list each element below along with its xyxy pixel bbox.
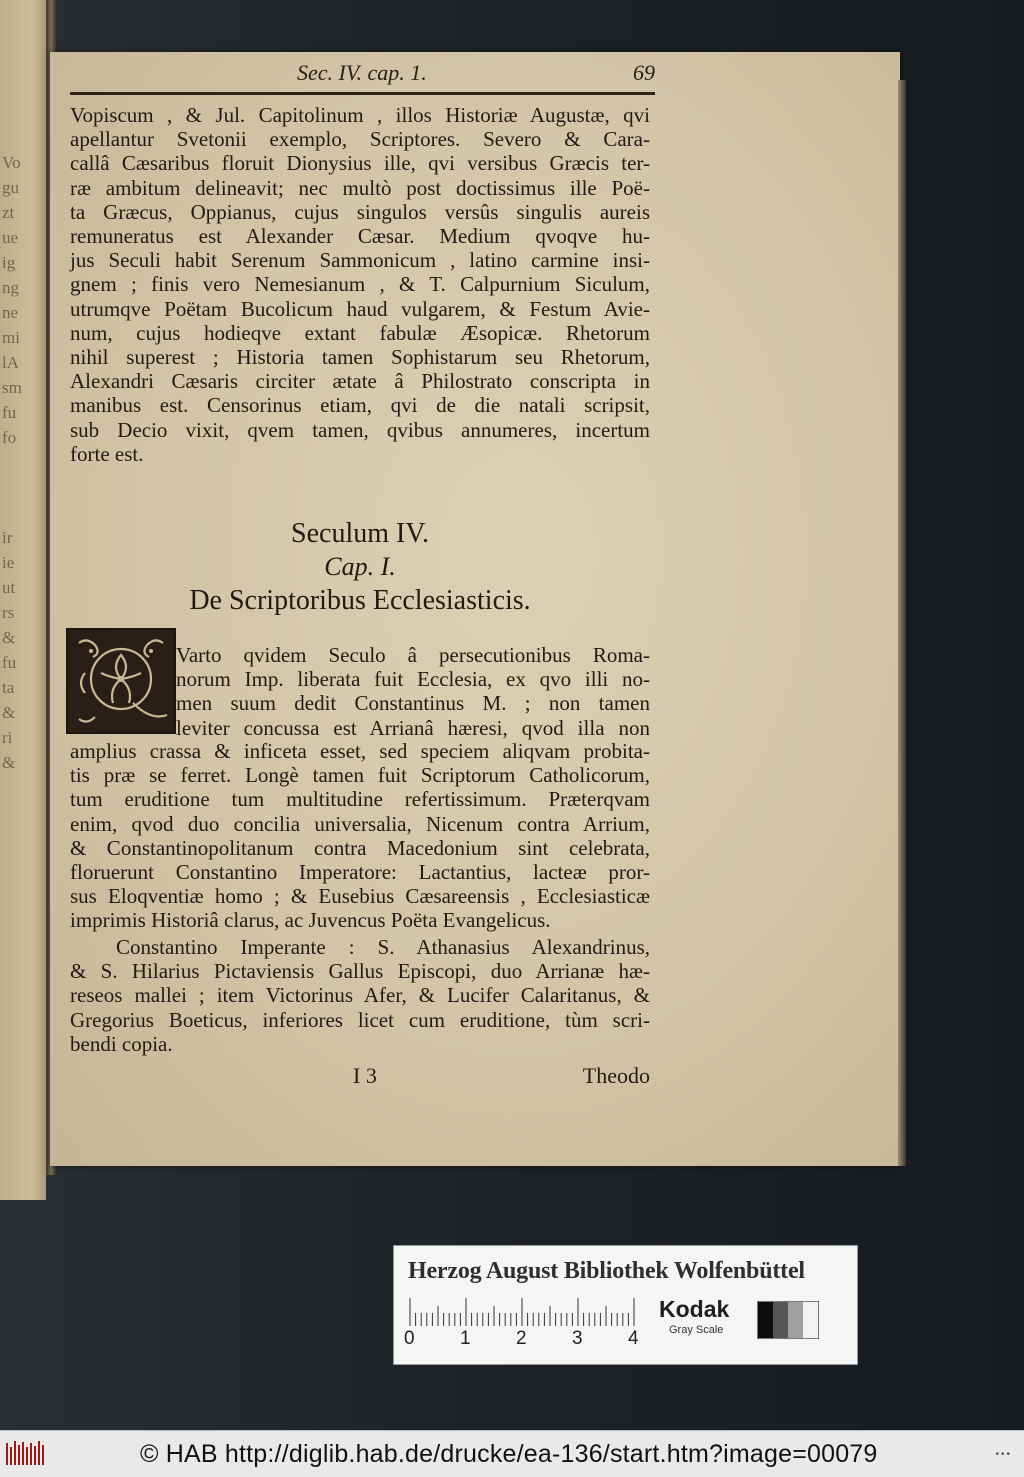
previous-page-edge: Vo gu zt ue ig ng ne mi lA sm fu fo ir ie ut rs & fu ta & ri & (0, 0, 46, 1200)
gray-patch (788, 1302, 803, 1338)
scale-number: 0 (404, 1328, 415, 1349)
text-line: men suum dedit Constantinus M. ; non tamen (176, 691, 650, 716)
text-line: norum Imp. liberata fuit Ecclesia, ex qvo illi no- (176, 667, 650, 692)
text-line: utrumqve Poëtam Bucolicum haud vulgarem, & Festum Avie- (70, 296, 650, 321)
text-line: num, cujus hodieqve extant fabulæ Æsopicæ. Rhetorum (70, 320, 650, 345)
text-line: tum eruditione tum multitudine refertissimum. Præterqvam (70, 787, 650, 812)
text-line: sus Eloqventiæ homo ; & Eusebius Cæsareensis , Ecclesiasticæ (70, 884, 650, 909)
scale-numbers (404, 1328, 644, 1350)
card-title: Herzog August Bibliothek Wolfenbüttel (408, 1258, 805, 1284)
footer-bar (0, 1430, 1024, 1477)
scale-number: 2 (516, 1328, 527, 1349)
gray-scale-label: Gray Scale (669, 1324, 724, 1336)
text-line: sub Decio vixit, qvem tamen, qvibus annumeres, incertum (70, 417, 650, 442)
gray-patch (773, 1302, 788, 1338)
paragraph-2 (70, 739, 650, 933)
text-line: callâ Cæsaribus floruit Dionysius ille, qvi versibus Græcis ter- (70, 151, 650, 176)
copyright-url[interactable]: © HAB http://diglib.hab.de/drucke/ea-136/start.htm?image=00079 (140, 1440, 878, 1468)
text-line: Vopiscum , & Jul. Capitolinum , illos Historiæ Augustæ, qvi (70, 103, 650, 127)
catchword: Theodo (582, 1063, 650, 1088)
gray-patches (757, 1301, 819, 1339)
text-line: gnem ; finis vero Nemesianum , & T. Calpurnium Siculum, (70, 272, 650, 297)
scale-ruler (408, 1296, 636, 1326)
page-header (70, 58, 655, 88)
scale-number: 1 (460, 1328, 471, 1349)
color-reference-card (393, 1245, 858, 1365)
gray-patch (803, 1302, 818, 1338)
paragraph-1 (70, 103, 650, 466)
text-line: reseos mallei ; item Victorinus Afer, & Lucifer Calaritanus, & (70, 983, 650, 1008)
text-line: manibus est. Censorinus etiam, qvi de die natali scripsit, (70, 393, 650, 418)
text-line: ræ ambitum delineavit; nec multò post doctissimus ille Poë- (70, 175, 650, 200)
paragraph-3 (70, 935, 650, 1056)
running-head: Sec. IV. cap. 1. (297, 60, 427, 85)
scale-number: 3 (572, 1328, 583, 1349)
text-line: Constantino Imperante : S. Athanasius Alexandrinus, (116, 935, 650, 959)
seculum-heading: Seculum IV. (291, 518, 429, 549)
footer-dots: ••• (995, 1449, 1012, 1460)
text-line: Gregorius Boeticus, inferiores licet cum eruditione, tùm scri- (70, 1007, 650, 1032)
paragraph-2-indented-lines (176, 643, 650, 740)
text-line: imprimis Historiâ clarus, ac Juvencus Poëta Evangelicus. (70, 908, 551, 933)
section-heading (70, 518, 650, 621)
chapter-title: De Scriptoribus Ecclesiasticis. (189, 585, 531, 616)
catchline (70, 1063, 650, 1091)
chapter-heading: Cap. I. (324, 552, 396, 581)
header-rule (70, 92, 655, 95)
scale-number: 4 (628, 1328, 639, 1349)
text-line: Varto qvidem Seculo â persecutionibus Roma- (176, 643, 650, 667)
text-line: & Constantinopolitanum contra Macedonium sint celebrata, (70, 835, 650, 860)
kodak-brand: Kodak (659, 1296, 730, 1322)
text-line: tis præ se ferret. Longè tamen fuit Scriptorum Catholicorum, (70, 763, 650, 788)
ornament-icon (71, 633, 171, 729)
text-line: nihil superest ; Historia tamen Sophistarum seu Rhetorum, (70, 345, 650, 370)
text-line: Alexandri Cæsaris circiter ætate â Philostrato conscripta in (70, 369, 650, 394)
gray-patch (758, 1302, 773, 1338)
text-line: enim, qvod duo concilia universalia, Nicenum contra Arrium, (70, 811, 650, 836)
decorated-initial-q (66, 628, 176, 734)
text-line: ta Græcus, Oppianus, cujus singulos versûs singulis aureis (70, 199, 650, 224)
text-line: & S. Hilarius Pictaviensis Gallus Episcopi, duo Arrianæ hæ- (70, 959, 650, 984)
text-line: forte est. (70, 441, 144, 466)
text-line: bendi copia. (70, 1031, 173, 1056)
text-line: remuneratus est Alexander Cæsar. Medium qvoqve hu- (70, 224, 650, 249)
text-line: floruerunt Constantino Imperatore: Lactantius, lacteæ pror- (70, 860, 650, 885)
signature-mark: I 3 (353, 1063, 377, 1088)
hab-logo-icon (5, 1439, 45, 1469)
page-edge-shadow (898, 80, 906, 1166)
page-number: 69 (633, 60, 655, 85)
text-line: jus Seculi habit Serenum Sammonicum , latino carmine insi- (70, 248, 650, 273)
text-line: leviter concussa est Arrianâ hæresi, qvod illa non (176, 715, 650, 740)
text-line: amplius crassa & inficeta esset, sed speciem aliqvam probita- (70, 739, 650, 763)
text-line: apellantur Svetonii exemplo, Scriptores. Severo & Cara- (70, 127, 650, 152)
